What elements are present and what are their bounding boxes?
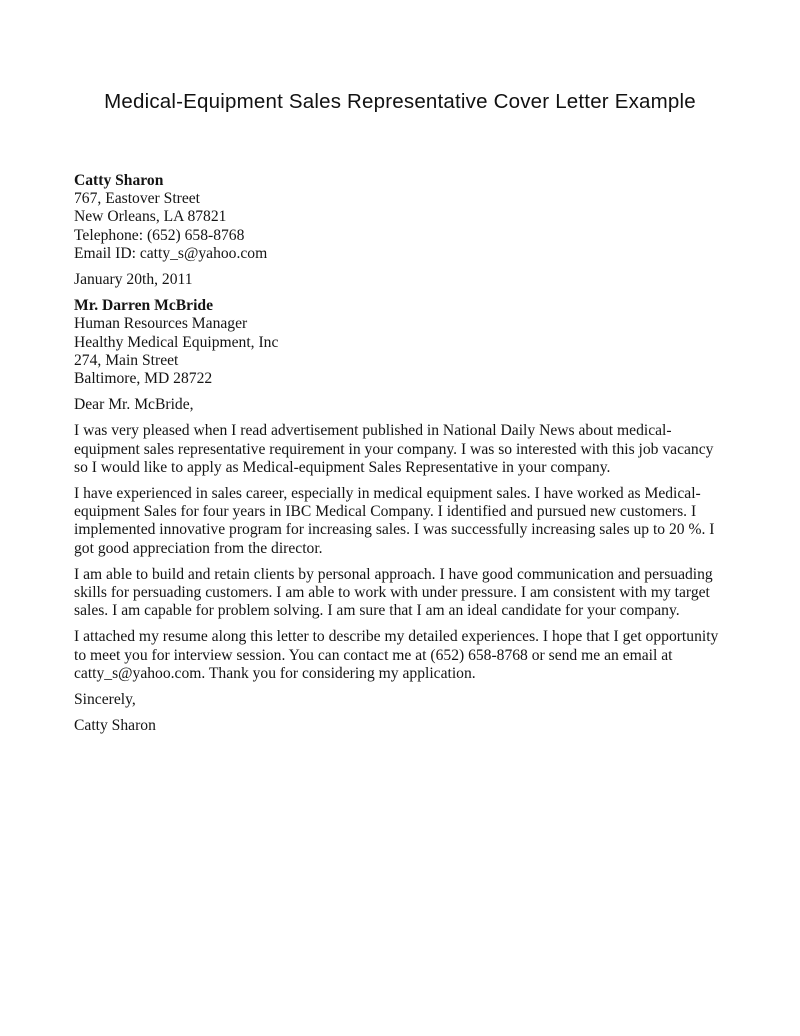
sender-address-line: 767, Eastover Street [74, 190, 201, 208]
recipient-company-line: Healthy Medical Equipment, Inc [74, 333, 279, 351]
recipient-address-line: 274, Main Street [74, 351, 179, 369]
sender-address-block [74, 172, 728, 263]
recipient-title-line: Human Resources Manager [74, 315, 248, 333]
salutation: Dear Mr. McBride, [74, 396, 194, 414]
body-paragraph: I was very pleased when I read advertisement published in National Daily News about medical-equipment sales representative requirement in your company. I was so interested with this job vacancy so I would like to apply as Medical-equipment Sales Representative in your company. [74, 422, 714, 476]
cover-letter-body [74, 172, 728, 735]
body-paragraph: I attached my resume along this letter to describe my detailed experiences. I hope that I get opportunity to meet you for interview session. You can contact me at (652) 658-8768 or send me an email at catty_s@yahoo.com. Thank you for considering my application. [74, 628, 719, 682]
body-paragraph: I am able to build and retain clients by personal approach. I have good communication and persuading skills for persuading customers. I am able to work with under pressure. I am consistent with my target sales. I am capable for problem solving. I am sure that I am an ideal candidate for your company. [74, 565, 713, 620]
sender-address-line: New Orleans, LA 87821 [74, 208, 227, 226]
recipient-address-line: Baltimore, MD 28722 [74, 370, 213, 388]
sender-phone-line: Telephone: (652) 658-8768 [74, 226, 245, 244]
closing-block [74, 691, 728, 709]
date-line: January 20th, 2011 [74, 271, 193, 289]
recipient-address-block [74, 297, 728, 388]
sender-name: Catty Sharon [74, 172, 164, 189]
salutation-block [74, 396, 728, 414]
sender-email-line: Email ID: catty_s@yahoo.com [74, 244, 268, 262]
body-paragraph: I have experienced in sales career, especially in medical equipment sales. I have worked as Medical-equipment Sales for four years in IBC Medical Company. I identified and pursued new customers. I implemented innovative program for increasing sales. I was successfully increasing sales up to 20 %. I got good appreciation from the director. [74, 485, 715, 557]
closing: Sincerely, [74, 691, 136, 709]
signature-block [74, 717, 728, 735]
signature: Catty Sharon [74, 717, 156, 735]
page-title: Medical-Equipment Sales Representative Cover Letter Example [104, 90, 696, 113]
recipient-name: Mr. Darren McBride [74, 297, 214, 315]
date-block [74, 271, 728, 289]
